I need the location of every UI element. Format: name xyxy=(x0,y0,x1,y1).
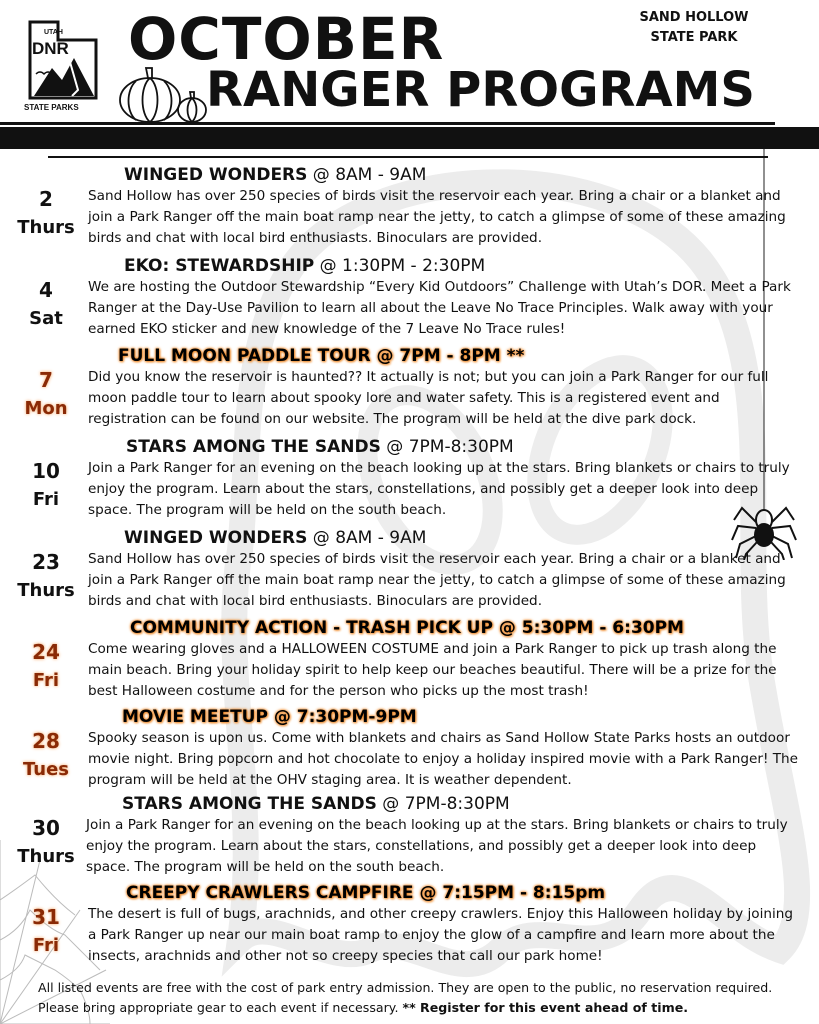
event-description: Come wearing gloves and a HALLOWEEN COSTUME and join a Park Ranger to pick up trash along the main beach. Bring your holiday spirit to help keep our beaches beautiful. There will be a prize for the best Halloween costume and for the person who picks up the most trash! xyxy=(88,641,777,699)
event-weekday: Fri xyxy=(32,489,60,510)
event-time: @ 7PM - 8PM ** xyxy=(370,346,525,366)
logo-mid-text: DNR xyxy=(32,39,69,58)
event-oct-24 xyxy=(0,617,819,705)
event-time: @ 5:30PM - 6:30PM xyxy=(492,618,684,638)
header-rule-thick xyxy=(0,127,819,149)
event-weekday: Mon xyxy=(24,398,68,419)
event-name: STARS AMONG THE SANDS xyxy=(122,794,377,814)
event-oct-4 xyxy=(0,255,819,343)
title-programs: RANGER PROGRAMS xyxy=(206,62,755,118)
event-oct-28 xyxy=(0,706,819,794)
event-name: COMMUNITY ACTION - TRASH PICK UP xyxy=(130,618,493,638)
event-day: 23 xyxy=(32,550,60,574)
event-weekday: Thurs xyxy=(17,580,75,601)
pumpkins-icon xyxy=(114,66,210,124)
event-time: @ 7PM-8:30PM xyxy=(376,794,510,814)
event-oct-10 xyxy=(0,436,819,524)
event-name: WINGED WONDERS xyxy=(124,165,308,185)
event-weekday: Fri xyxy=(32,935,60,956)
footer-note xyxy=(38,978,798,1018)
footer-text: All listed events are free with the cost of park entry admission. They are open to the public, no reservation required. Please bring appropriate gear to each event if necessary. xyxy=(38,980,773,1015)
event-oct-23 xyxy=(0,527,819,615)
event-name: MOVIE MEETUP xyxy=(122,707,268,727)
event-time: @ 1:30PM - 2:30PM xyxy=(314,256,486,276)
event-weekday: Thurs xyxy=(17,217,75,238)
event-time: @ 7:15PM - 8:15pm xyxy=(413,883,606,903)
logo-bottom-text: STATE PARKS xyxy=(24,103,79,112)
event-day: 7 xyxy=(39,368,53,392)
event-oct-31 xyxy=(0,882,819,970)
event-description: Join a Park Ranger for an evening on the beach looking up at the stars. Bring blankets or chairs to truly enjoy the program. Learn about the stars, constellations, and possibly get a deeper look into deep space. The program will be held on the south beach. xyxy=(88,460,790,518)
event-time: @ 7PM-8:30PM xyxy=(380,437,514,457)
event-name: WINGED WONDERS xyxy=(124,528,308,548)
park-name-line1: SAND HOLLOW xyxy=(639,10,749,25)
event-oct-2 xyxy=(0,164,819,252)
event-weekday: Thurs xyxy=(17,846,75,867)
event-oct-7 xyxy=(0,345,819,433)
event-time: @ 8AM - 9AM xyxy=(307,528,427,548)
event-description: The desert is full of bugs, arachnids, and other creepy crawlers. Enjoy this Halloween holiday by joining a Park Ranger up near our main boat ramp to enjoy the glow of a campfire and learn more about the insects, arachnids and other not so creepy species that call our park home! xyxy=(88,906,794,964)
utah-dnr-logo xyxy=(22,18,102,114)
event-name: EKO: STEWARDSHIP xyxy=(124,256,315,276)
event-day: 2 xyxy=(39,187,53,211)
event-time: @ 7:30PM-9PM xyxy=(267,707,417,727)
event-description: Join a Park Ranger for an evening on the beach looking up at the stars. Bring blankets or chairs to truly enjoy the program. Learn about the stars, constellations, and possibly get a deeper look into deep space. The program will be held on the south beach. xyxy=(86,817,788,875)
header-rule-thin xyxy=(0,122,775,125)
event-weekday: Fri xyxy=(32,670,60,691)
event-oct-30 xyxy=(0,793,819,881)
park-name xyxy=(626,8,762,48)
event-day: 24 xyxy=(32,640,60,664)
title-month: OCTOBER xyxy=(128,5,445,73)
event-weekday: Sat xyxy=(29,308,63,329)
event-description: We are hosting the Outdoor Stewardship “Every Kid Outdoors” Challenge with Utah’s DOR. Meet a Park Ranger at the Day-Use Pavilion to learn all about the Leave No Trace Principles. Walk away with your earned EKO sticker and new knowledge of the 7 Leave No Trace rules! xyxy=(88,279,791,337)
header-rule-under xyxy=(48,156,768,158)
event-day: 4 xyxy=(39,278,53,302)
park-name-line2: STATE PARK xyxy=(650,30,738,45)
event-description: Sand Hollow has over 250 species of birds visit the reservoir each year. Bring a chair or a blanket and join a Park Ranger off the main boat ramp near the jetty, to catch a glimpse of some of these amazing birds and chat with local bird enthusiasts. Binoculars are provided. xyxy=(88,551,786,609)
event-weekday: Tues xyxy=(22,759,70,780)
event-name: STARS AMONG THE SANDS xyxy=(126,437,381,457)
event-day: 30 xyxy=(32,816,60,840)
logo-top-text: UTAH xyxy=(44,29,63,36)
event-day: 31 xyxy=(32,905,60,929)
event-description: Spooky season is upon us. Come with blankets and chairs as Sand Hollow State Parks hosts an outdoor movie night. Bring popcorn and hot chocolate to enjoy a holiday inspired movie with a Park Ranger! The program will be held at the OHV staging area. It is weather dependent. xyxy=(88,730,799,788)
event-description: Did you know the reservoir is haunted?? It actually is not; but you can join a Park Ranger for our full moon paddle tour to learn about spooky lore and water safety. This is a registered event and registration can be found on our website. The program will be held at the dive park dock. xyxy=(88,369,769,427)
event-name: CREEPY CRAWLERS CAMPFIRE xyxy=(126,883,414,903)
header xyxy=(0,0,819,120)
event-description: Sand Hollow has over 250 species of birds visit the reservoir each year. Bring a chair or a blanket and join a Park Ranger off the main boat ramp near the jetty, to catch a glimpse of some of these amazing birds and chat with local bird enthusiasts. Binoculars are provided. xyxy=(88,188,786,246)
footer-register-note: ** Register for this event ahead of time. xyxy=(402,1000,689,1015)
event-name: FULL MOON PADDLE TOUR xyxy=(118,346,371,366)
event-time: @ 8AM - 9AM xyxy=(307,165,427,185)
event-day: 10 xyxy=(32,459,60,483)
event-day: 28 xyxy=(32,729,60,753)
